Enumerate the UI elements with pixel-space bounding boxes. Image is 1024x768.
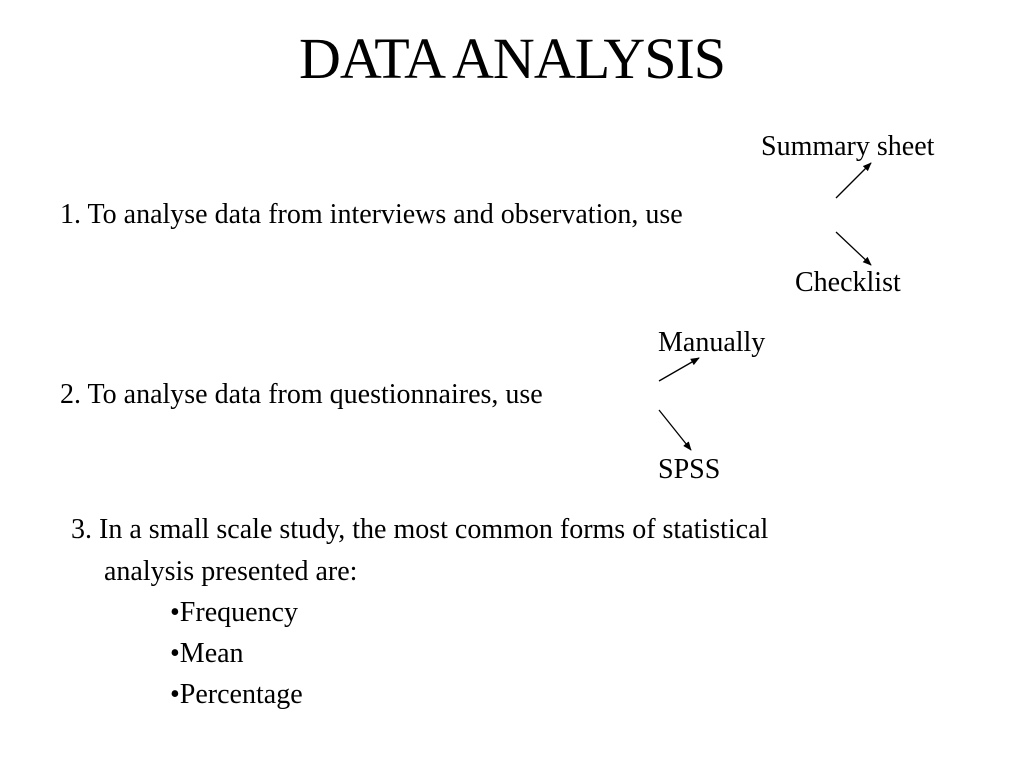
arrow-to-checklist bbox=[836, 232, 871, 265]
point-2-text: 2. To analyse data from questionnaires, use bbox=[60, 379, 543, 410]
slide-title: DATA ANALYSIS bbox=[298, 26, 726, 91]
point-3-line-2: analysis presented are: bbox=[104, 556, 358, 587]
point-1-option-summary-sheet: Summary sheet bbox=[761, 131, 935, 162]
arrow-to-spss bbox=[659, 410, 691, 450]
arrow-to-manually bbox=[659, 358, 699, 381]
bullet-frequency: •Frequency bbox=[170, 597, 298, 628]
bullet-mean: •Mean bbox=[170, 638, 244, 669]
point-3-line-1: 3. In a small scale study, the most common forms of statistical bbox=[71, 514, 769, 545]
arrow-to-summary-sheet bbox=[836, 163, 871, 198]
point-2-option-manually: Manually bbox=[658, 327, 766, 358]
bullet-percentage: •Percentage bbox=[170, 679, 303, 710]
point-2-option-spss: SPSS bbox=[658, 454, 721, 485]
statistics-bullet-list bbox=[170, 592, 303, 715]
point-1-text: 1. To analyse data from interviews and observation, use bbox=[60, 199, 683, 230]
point-1-option-checklist: Checklist bbox=[795, 267, 901, 298]
